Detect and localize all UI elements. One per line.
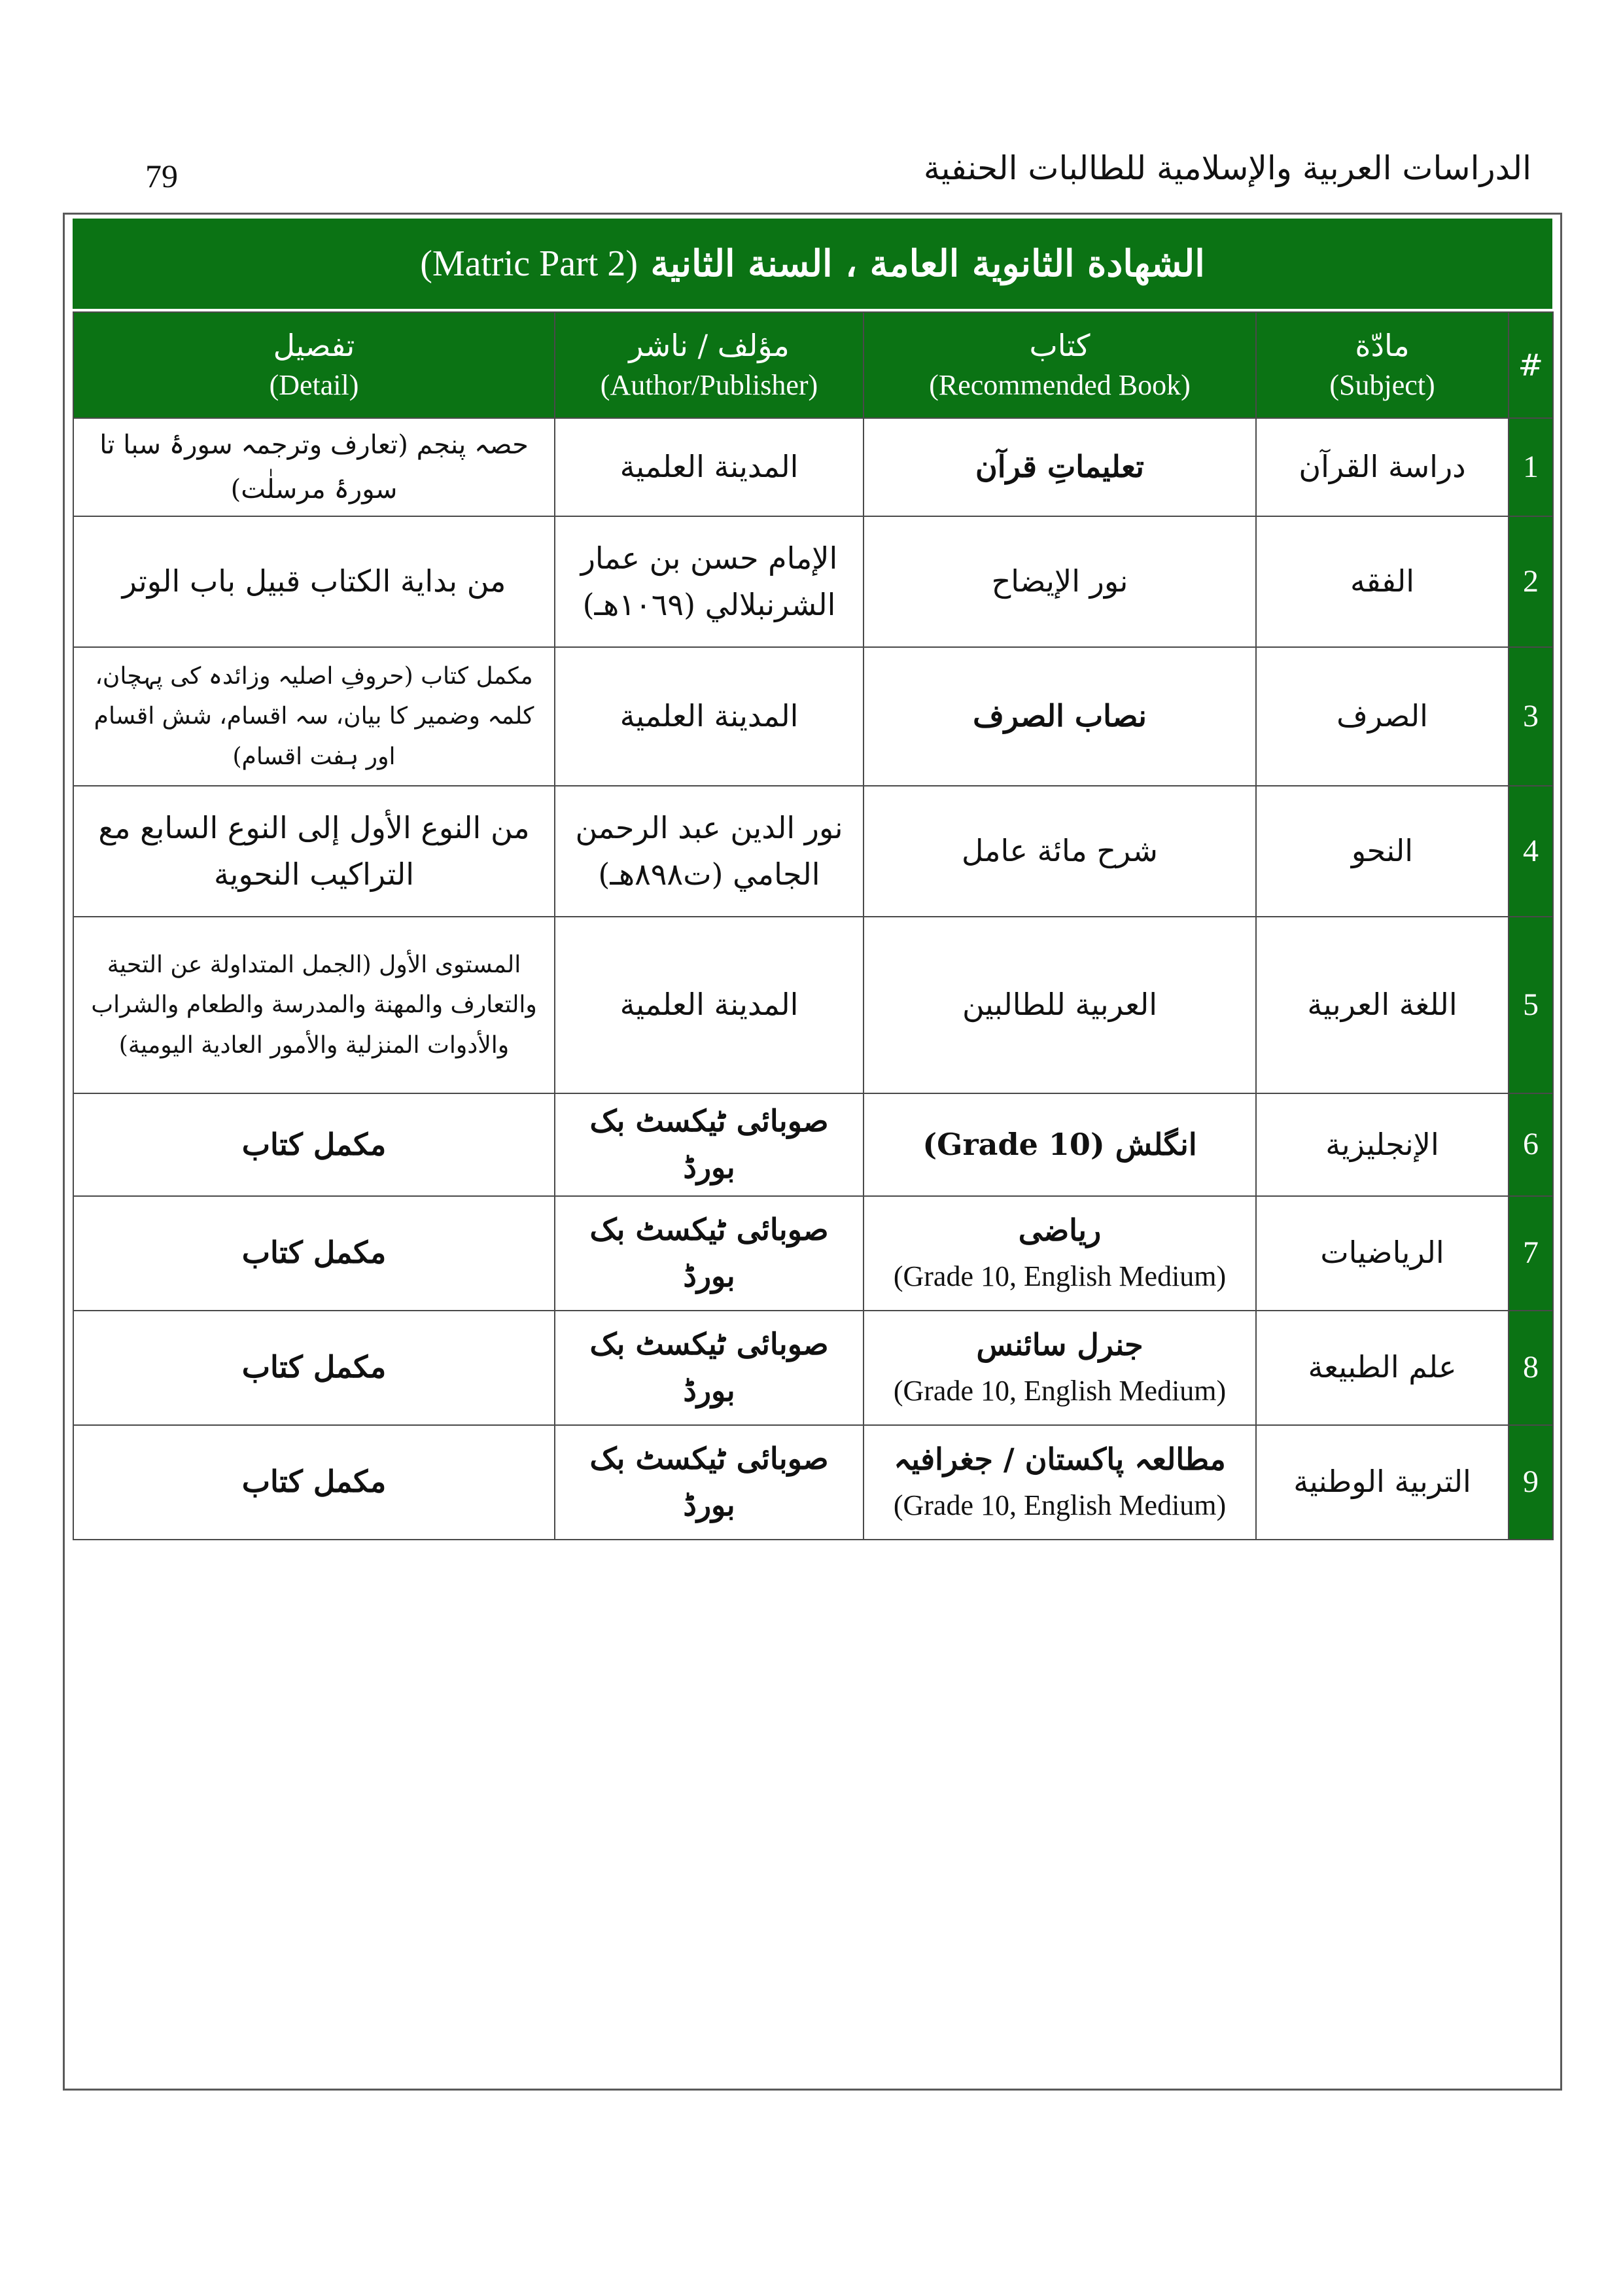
- row-book: نصاب الصرف: [864, 647, 1256, 786]
- table-row: [73, 1311, 1553, 1425]
- curriculum-table: [73, 311, 1554, 1540]
- row-number: 6: [1509, 1093, 1553, 1196]
- row-author: المدينة العلمية: [555, 418, 864, 516]
- row-detail: المستوى الأول (الجمل المتداولة عن التحية والتعارف والمهنة والمدرسة والطعام والشراب والأدوات المنزلية والأمور العادية اليومية): [73, 917, 555, 1093]
- header-row: [73, 312, 1553, 418]
- row-detail: مکمل کتاب: [73, 1093, 555, 1196]
- title-english: (Matric Part 2): [420, 243, 638, 284]
- row-number: 9: [1509, 1425, 1553, 1540]
- row-number: 7: [1509, 1196, 1553, 1311]
- row-author: صوبائی ٹیکسٹ بک بورڈ: [555, 1311, 864, 1425]
- row-author: صوبائی ٹیکسٹ بک بورڈ: [555, 1196, 864, 1311]
- book-grade: (Grade 10, English Medium): [893, 1374, 1227, 1407]
- table-row: [73, 516, 1553, 647]
- header-subject: [1256, 312, 1509, 418]
- header-detail-en: (Detail): [269, 369, 359, 402]
- row-author: نور الدين عبد الرحمن الجامي (ت٨٩٨هـ): [555, 786, 864, 917]
- header-subject-en: (Subject): [1329, 369, 1435, 402]
- row-book: انگلش (Grade 10): [864, 1093, 1256, 1196]
- row-number: 3: [1509, 647, 1553, 786]
- row-detail: حصہ پنجم (تعارف وترجمہ سورۂ سبا تا سورۂ مرسلٰت): [73, 418, 555, 516]
- row-author: المدينة العلمية: [555, 917, 864, 1093]
- header-book-ar: كتاب: [1029, 328, 1091, 364]
- book-title: جنرل سائنس: [976, 1327, 1143, 1363]
- row-subject: الفقه: [1256, 516, 1509, 647]
- row-author: صوبائی ٹیکسٹ بک بورڈ: [555, 1093, 864, 1196]
- row-book: العربية للطالبين: [864, 917, 1256, 1093]
- row-author: المدينة العلمية: [555, 647, 864, 786]
- row-subject: علم الطبيعة: [1256, 1311, 1509, 1425]
- row-detail: من بداية الكتاب قبيل باب الوتر: [73, 516, 555, 647]
- row-detail: مکمل کتاب: [73, 1425, 555, 1540]
- row-detail: مکمل کتاب: [73, 1311, 555, 1425]
- row-subject: الرياضيات: [1256, 1196, 1509, 1311]
- row-book: [864, 1311, 1256, 1425]
- row-subject: التربية الوطنية: [1256, 1425, 1509, 1540]
- row-number: 8: [1509, 1311, 1553, 1425]
- row-book: تعلیماتِ قرآن: [864, 418, 1256, 516]
- row-number: 5: [1509, 917, 1553, 1093]
- row-detail: مکمل کتاب: [73, 1196, 555, 1311]
- header-num: #: [1509, 312, 1553, 418]
- running-header: الدراسات العربية والإسلامية للطالبات الحنفية: [923, 149, 1531, 187]
- row-author: الإمام حسن بن عمار الشرنبلالي (١٠٦٩هـ): [555, 516, 864, 647]
- row-book: [864, 1425, 1256, 1540]
- row-book: [864, 1196, 1256, 1311]
- book-grade: (Grade 10, English Medium): [893, 1260, 1227, 1292]
- table-row: [73, 786, 1553, 917]
- header-author-ar: مؤلف / ناشر: [629, 328, 790, 364]
- header-detail-ar: تفصيل: [273, 328, 355, 364]
- table-row: [73, 1093, 1553, 1196]
- book-title: مطالعہ پاکستان / جغرافیہ: [894, 1441, 1226, 1477]
- header-book: [864, 312, 1256, 418]
- row-number: 4: [1509, 786, 1553, 917]
- table-title: [73, 219, 1552, 309]
- page-number: 79: [145, 158, 178, 194]
- row-detail: من النوع الأول إلى النوع السابع مع التراكيب النحوية: [73, 786, 555, 917]
- header-detail: [73, 312, 555, 418]
- row-subject: الصرف: [1256, 647, 1509, 786]
- table-row: [73, 418, 1553, 516]
- header-book-en: (Recommended Book): [929, 369, 1191, 402]
- header-author-en: (Author/Publisher): [600, 369, 818, 402]
- row-detail: مکمل کتاب (حروفِ اصلیہ وزائدہ کی پہچان، کلمہ وضمیر کا بیان، سہ اقسام، شش اقسام اور ہفت اقسام): [73, 647, 555, 786]
- row-number: 1: [1509, 418, 1553, 516]
- row-number: 2: [1509, 516, 1553, 647]
- row-author: صوبائی ٹیکسٹ بک بورڈ: [555, 1425, 864, 1540]
- row-subject: الإنجليزية: [1256, 1093, 1509, 1196]
- table-row: [73, 917, 1553, 1093]
- table-row: [73, 647, 1553, 786]
- book-grade: (Grade 10, English Medium): [893, 1489, 1227, 1521]
- row-book: نور الإيضاح: [864, 516, 1256, 647]
- header-subject-ar: مادّة: [1355, 328, 1410, 364]
- title-arabic: الشهادة الثانوية العامة ، السنة الثانية: [650, 242, 1205, 285]
- row-subject: اللغة العربية: [1256, 917, 1509, 1093]
- book-title: ریاضی: [1018, 1212, 1102, 1248]
- table-row: [73, 1196, 1553, 1311]
- row-subject: دراسة القرآن: [1256, 418, 1509, 516]
- content-frame: [63, 213, 1562, 2091]
- table-row: [73, 1425, 1553, 1540]
- row-book: شرح مائة عامل: [864, 786, 1256, 917]
- row-subject: النحو: [1256, 786, 1509, 917]
- header-author: [555, 312, 864, 418]
